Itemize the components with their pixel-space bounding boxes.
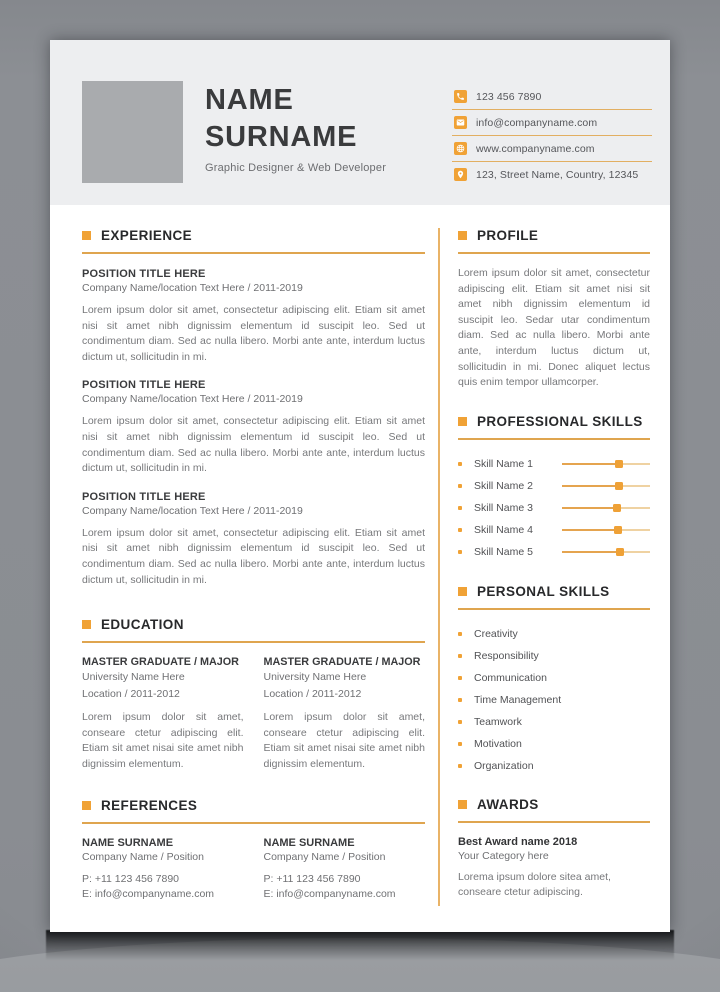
bullet-icon (458, 676, 462, 680)
education-grid (82, 656, 425, 772)
name-block (205, 82, 435, 174)
education-description: Lorem ipsum dolor sit amet, conseare ctetur adipiscing elit. Etiam sit amet nisai site amet nibh dignissim elementum. (263, 711, 425, 770)
section-bullet-icon (82, 801, 91, 810)
skill-list (458, 453, 650, 563)
reference-email: E: info@companyname.com (82, 888, 215, 900)
resume-page (50, 40, 670, 932)
section-education (82, 617, 425, 772)
section-profile (458, 228, 650, 391)
position-description: Lorem ipsum dolor sit amet, consectetur adipiscing elit. Etiam sit amet nisi sit amet nibh dignissim elementum id suscipit leo. Sed ut condimentum diam. Sed ac nulla libero. Morbi ante ante, interdum luctus dictum ut, sollicitudin in mi. (82, 526, 425, 586)
skill-name: Skill Name 3 (474, 501, 533, 514)
reference-email: E: info@companyname.com (263, 888, 396, 900)
degree-title: MASTER GRADUATE / MAJOR (82, 656, 239, 669)
company-line: Company Name/location Text Here / 2011-2019 (82, 282, 303, 294)
column-divider (438, 228, 440, 906)
professional-skills-heading (458, 414, 650, 440)
section-title: PROFILE (477, 228, 539, 243)
company-line: Company Name/location Text Here / 2011-2019 (82, 504, 303, 517)
position-title: POSITION TITLE HERE (82, 379, 206, 392)
section-professional-skills (458, 414, 650, 563)
reference-contact (82, 872, 244, 903)
email-address: info@companyname.com (476, 116, 598, 129)
bullet-icon (458, 462, 462, 466)
skill-level-slider (562, 497, 650, 519)
personal-skill-item (458, 689, 650, 711)
section-title: REFERENCES (101, 797, 198, 813)
skill-name: Skill Name 1 (474, 457, 533, 470)
personal-skills-heading (458, 584, 650, 610)
bullet-icon (458, 550, 462, 554)
contact-row-phone (452, 84, 652, 110)
personal-skill-item (458, 755, 650, 777)
reference-contact (264, 872, 426, 903)
section-title: EXPERIENCE (101, 228, 193, 243)
slider-track (562, 551, 650, 553)
bullet-icon (458, 742, 462, 746)
first-name: NAME (205, 84, 294, 116)
email-icon (454, 116, 467, 129)
skill-row (458, 475, 650, 497)
reference-company: Company Name / Position (82, 850, 204, 863)
slider-track (562, 485, 650, 487)
right-column (458, 228, 650, 901)
reference-entry (82, 837, 244, 903)
education-entry (264, 656, 426, 772)
section-bullet-icon (82, 231, 91, 240)
bullet-icon (458, 654, 462, 658)
reference-entry (264, 837, 426, 903)
skill-name: Skill Name 5 (474, 545, 533, 558)
awards-heading (458, 797, 650, 823)
contact-row-address (452, 162, 652, 187)
job-title: Graphic Designer & Web Developer (205, 162, 387, 175)
left-column (82, 228, 425, 903)
last-name: SURNAME (205, 120, 358, 153)
school-location: Location / 2011-2012 (82, 687, 180, 700)
contact-row-email (452, 110, 652, 136)
experience-entry (82, 379, 425, 476)
school-name: University Name Here (263, 671, 367, 684)
award-entry (458, 836, 650, 901)
slider-marker (615, 482, 623, 490)
slider-marker (614, 526, 622, 534)
award-description: Lorema ipsum dolore sitea amet, conseare ctetur adipiscing. (458, 870, 611, 899)
bullet-icon (458, 720, 462, 724)
skill-level-slider (562, 453, 650, 475)
section-bullet-icon (458, 587, 467, 596)
section-personal-skills (458, 584, 650, 777)
skill-level-slider (562, 541, 650, 563)
website-url: www.companyname.com (476, 142, 595, 155)
school-location: Location / 2011-2012 (263, 687, 362, 700)
bullet-icon (458, 764, 462, 768)
section-title: EDUCATION (101, 617, 184, 633)
phone-icon (454, 90, 467, 103)
award-title: Best Award name 2018 (458, 835, 578, 848)
school-name: University Name Here (82, 671, 185, 684)
degree-title: MASTER GRADUATE / MAJOR (263, 656, 421, 669)
position-description: Lorem ipsum dolor sit amet, consectetur adipiscing elit. Etiam sit amet nisi sit amet nibh dignissim elementum id suscipit leo. Sed ut condimentum diam. Sed ac nulla libero. Morbi ante ante, interdum luctus dictum ut, sollicitudin in mi. (82, 304, 425, 363)
reference-company: Company Name / Position (263, 850, 386, 863)
personal-skill-item (458, 623, 650, 645)
globe-icon (454, 142, 467, 155)
personal-skill-label: Teamwork (474, 715, 522, 728)
personal-skill-label: Responsibility (474, 649, 539, 662)
personal-skill-label: Motivation (474, 737, 522, 750)
position-title: POSITION TITLE HERE (82, 490, 206, 503)
phone-number: 123 456 7890 (476, 90, 542, 103)
position-description: Lorem ipsum dolor sit amet, consectetur adipiscing elit. Etiam sit amet nisi sit amet nibh dignissim elementum id suscipit leo. Sed ut condimentum diam. Sed ac nulla libero. Morbi ante ante, interdum luctus dictum ut, sollicitudin in mi. (82, 415, 425, 475)
section-references (82, 798, 425, 903)
bullet-icon (458, 698, 462, 702)
skill-name: Skill Name 2 (474, 479, 533, 492)
personal-skill-item (458, 667, 650, 689)
personal-skill-item (458, 733, 650, 755)
experience-entry (82, 491, 425, 588)
profile-heading (458, 228, 650, 254)
bullet-icon (458, 484, 462, 488)
contact-row-website (452, 136, 652, 162)
references-grid (82, 837, 425, 903)
skill-row (458, 519, 650, 541)
section-title: AWARDS (477, 796, 539, 812)
slider-marker (613, 504, 621, 512)
section-bullet-icon (458, 417, 467, 426)
bullet-icon (458, 506, 462, 510)
education-description: Lorem ipsum dolor sit amet, conseare ctetur adipiscing elit. Etiam sit amet nisai site amet nibh dignissim elementum. (82, 711, 244, 770)
reference-phone: P: +11 123 456 7890 (82, 872, 180, 885)
photo-placeholder (82, 81, 183, 183)
personal-skill-label: Creativity (474, 627, 518, 640)
personal-skill-label: Organization (474, 759, 534, 772)
page-curl-shadow (46, 930, 674, 960)
bullet-icon (458, 528, 462, 532)
section-awards (458, 797, 650, 901)
section-title: PROFESSIONAL SKILLS (477, 413, 643, 429)
section-bullet-icon (458, 231, 467, 240)
award-category: Your Category here (458, 849, 549, 862)
contact-block (452, 84, 652, 187)
experience-entry (82, 268, 425, 365)
company-line: Company Name/location Text Here / 2011-2019 (82, 393, 303, 406)
slider-marker (615, 460, 623, 468)
position-title: POSITION TITLE HERE (82, 268, 206, 280)
experience-heading (82, 228, 425, 254)
personal-skill-label: Time Management (474, 693, 562, 706)
skill-row (458, 453, 650, 475)
slider-marker (616, 548, 624, 556)
location-pin-icon (454, 168, 467, 181)
skill-level-slider (562, 519, 650, 541)
skill-level-slider (562, 475, 650, 497)
header-band (50, 40, 670, 205)
slider-track (562, 507, 650, 509)
personal-skill-item (458, 645, 650, 667)
references-heading (82, 798, 425, 824)
reference-name: NAME SURNAME (82, 836, 174, 849)
skill-row (458, 497, 650, 519)
section-experience (82, 228, 425, 588)
slider-track (562, 463, 650, 465)
section-bullet-icon (82, 620, 91, 629)
street-address: 123, Street Name, Country, 12345 (476, 168, 639, 181)
personal-skill-list (458, 623, 650, 777)
bullet-icon (458, 632, 462, 636)
education-entry (82, 656, 244, 772)
skill-name: Skill Name 4 (474, 523, 533, 536)
education-heading (82, 617, 425, 643)
section-bullet-icon (458, 800, 467, 809)
reference-phone: P: +11 123 456 7890 (263, 872, 361, 885)
reference-name: NAME SURNAME (263, 836, 355, 849)
slider-track (562, 529, 650, 531)
profile-description: Lorem ipsum dolor sit amet, consectetur adipiscing elit. Etiam sit amet nisi sit amet nibh dignissim elementum id suscipit leo. Sedar utar condimentum diam. Sed ac nulla libero. Morbi ante ante, interdum luctus dictum ut, sollicitudin in mi. Donec aliquet lectus quis enim tempor ullamcorper. (458, 267, 650, 389)
section-title: PERSONAL SKILLS (477, 583, 610, 599)
personal-skill-label: Communication (474, 671, 547, 684)
skill-row (458, 541, 650, 563)
personal-skill-item (458, 711, 650, 733)
